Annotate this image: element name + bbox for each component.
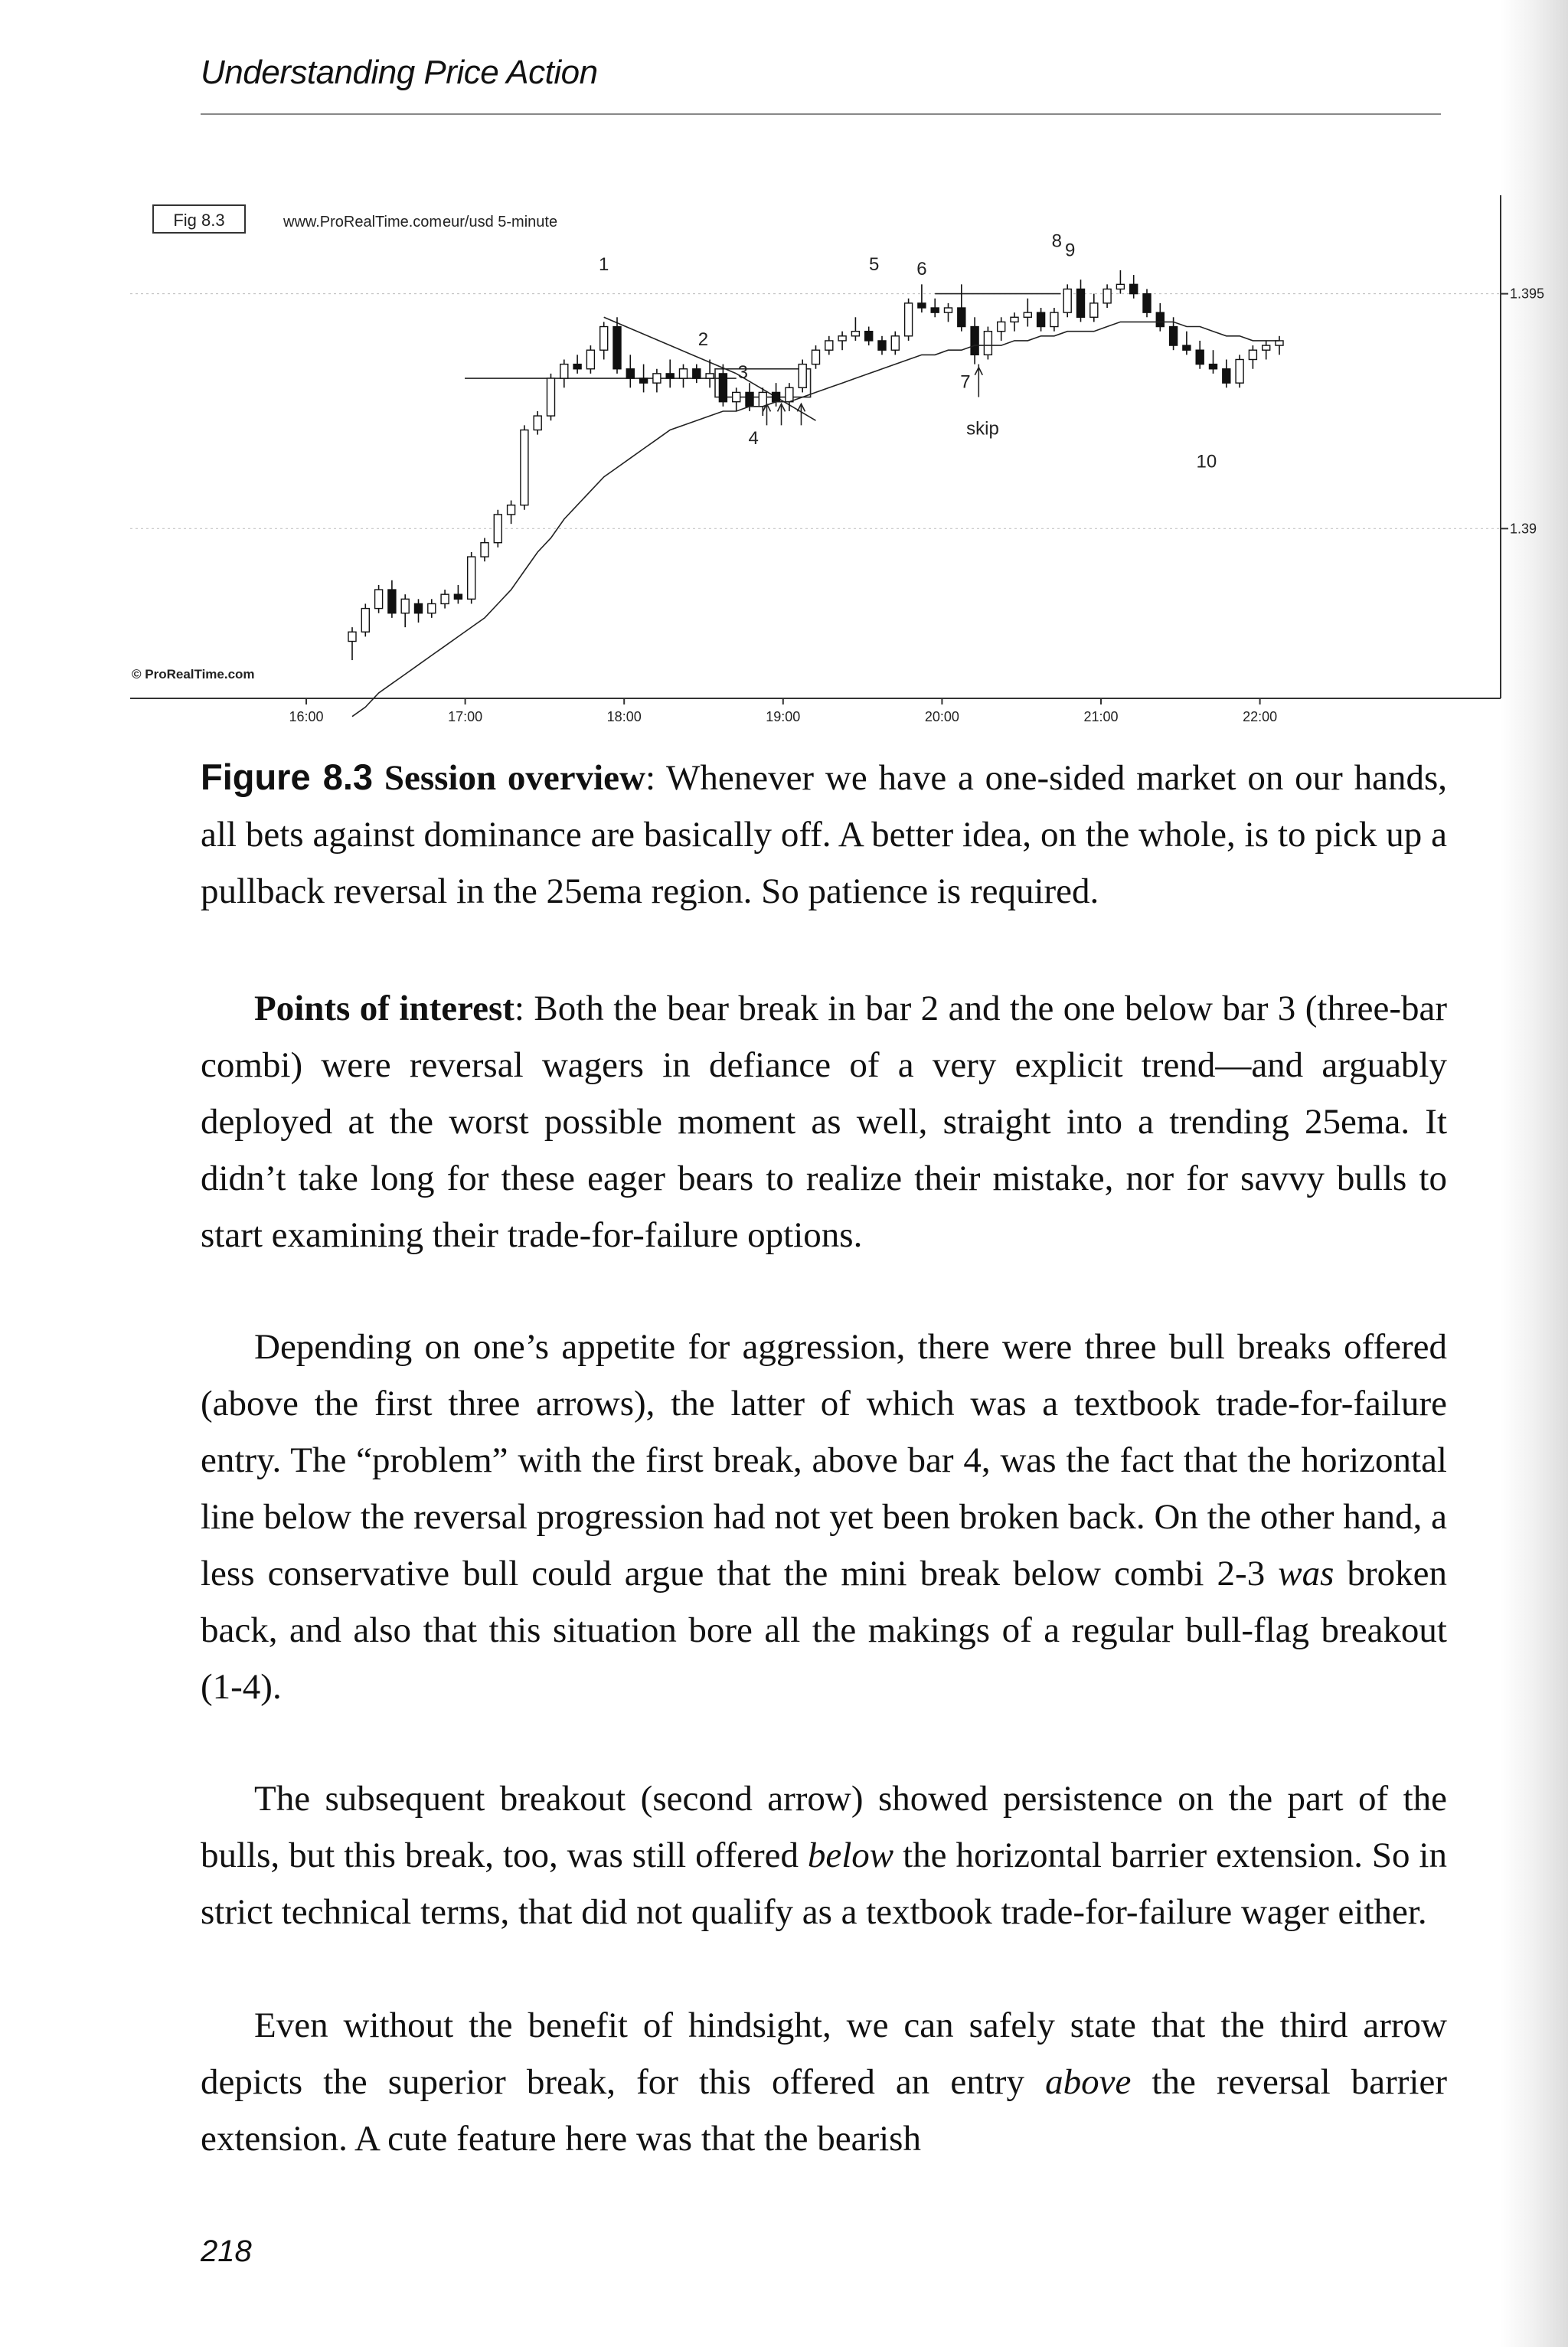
y-axis-ticks (1501, 286, 1544, 537)
candle-body (388, 590, 396, 613)
candle-body (1116, 284, 1124, 289)
candle (586, 345, 594, 374)
header-rule (201, 113, 1441, 115)
paragraph-1 (201, 980, 1447, 1263)
candle-body (560, 364, 568, 378)
running-head: Understanding Price Action (201, 54, 598, 91)
candle (680, 364, 688, 388)
candle-body (1249, 350, 1256, 359)
candle-body (586, 350, 594, 369)
candle-body (1223, 369, 1230, 383)
candle-body (600, 327, 608, 351)
candle (573, 355, 581, 374)
paragraph-1-lead: Points of interest (254, 989, 514, 1028)
candle (918, 284, 926, 312)
candle-body (1156, 312, 1164, 326)
candle-body (441, 594, 449, 603)
ema-line (352, 322, 1279, 716)
candle-body (998, 322, 1005, 331)
candle (375, 585, 383, 613)
candle-body (1183, 345, 1191, 350)
candle-body (891, 336, 899, 350)
paragraph-4-text-a: Even without the benefit of hindsight, we can safely state that the third arrow depicts the superior break, for this offered an entry (201, 2005, 1447, 2102)
annotation-9: 9 (1064, 240, 1076, 261)
x-tick-label-5: 21:00 (1083, 709, 1119, 724)
x-tick-label-3: 19:00 (766, 709, 801, 724)
candle-body (878, 341, 886, 350)
candle (481, 538, 488, 562)
candle (799, 359, 806, 392)
figure-label: Fig 8.3 (173, 211, 225, 230)
candle-body (838, 336, 846, 341)
candle-body (1011, 317, 1018, 322)
candle (984, 327, 991, 360)
candle (1050, 308, 1058, 332)
chart-instrument: eur/usd 5-minute (443, 214, 558, 230)
paragraph-2-text-a: Depending on one’s appetite for aggression, there were three bull breaks offered (above the first three arrows), the latter of which was a textbook trade-for-failure entry. The “problem” with the first break, above bar 4, was the fact that the horizontal line below the reversal progression had not yet been broken back. On the other hand, a less conservative bull could argue that the mini break below combi 2-3 (201, 1327, 1447, 1594)
candle (1236, 355, 1243, 387)
price-chart (130, 191, 1545, 727)
paragraph-3 (201, 1770, 1447, 1940)
annotation-7: 7 (960, 371, 971, 393)
candle-body (1170, 327, 1178, 346)
candle (865, 327, 873, 346)
annotation-10: 10 (1196, 451, 1217, 472)
candle-body (825, 341, 833, 350)
candle (547, 374, 555, 420)
candle-body (1024, 312, 1031, 317)
candle-body (1130, 284, 1138, 293)
candle (388, 580, 396, 618)
annotation-2: 2 (697, 329, 709, 351)
candle-body (428, 603, 436, 613)
candle (534, 411, 541, 435)
candle-body (759, 392, 766, 406)
candle (1011, 312, 1018, 332)
paragraph-2 (201, 1319, 1447, 1715)
candle-body (361, 609, 369, 633)
candle (1090, 294, 1098, 322)
candle (494, 510, 501, 548)
paragraph-1-text: : Both the bear break in bar 2 and the one below bar 3 (three-bar combi) were reversal wagers in defiance of a very explicit trend—and arguably deployed at the worst possible moment as well, straight into a trending 25ema. It didn’t take long for these eager bears to realize their mistake, nor for savvy bulls to start examining their trade-for-failure options. (201, 989, 1447, 1255)
y-tick-label-0: 1.395 (1510, 286, 1545, 302)
candle (971, 317, 978, 364)
candle-body (1196, 350, 1204, 364)
x-axis-ticks (289, 698, 1277, 724)
paragraph-2-emphasis: was (1278, 1554, 1334, 1594)
annotation-6: 6 (916, 259, 927, 280)
candle-body (680, 369, 688, 378)
figure-caption (201, 749, 1447, 920)
candle-body (719, 374, 727, 402)
candle-body (547, 378, 555, 416)
candle-body (1077, 289, 1085, 317)
candlesticks (348, 270, 1283, 660)
paragraph-3-emphasis: below (807, 1835, 894, 1875)
candle (958, 284, 965, 331)
candle (428, 599, 436, 618)
candle (1103, 284, 1111, 308)
candle-body (812, 350, 820, 364)
annotation-1: 1 (599, 253, 609, 275)
candle (613, 317, 621, 374)
candle-body (1037, 312, 1045, 326)
candle-body (1143, 294, 1151, 313)
candle (454, 585, 462, 604)
candle (825, 336, 833, 355)
annotation-8: 8 (1051, 230, 1063, 252)
chart-source: www.ProRealTime.com (283, 214, 443, 230)
candle-body (971, 327, 978, 355)
candle-body (508, 505, 515, 515)
candle (931, 299, 939, 318)
bar-annotations (599, 230, 1217, 472)
candle-body (1276, 341, 1283, 345)
candle (441, 590, 449, 609)
candle (348, 627, 356, 660)
candle-body (468, 557, 475, 599)
candle (600, 322, 608, 359)
paragraph-3-text-b: the horizontal barrier extension. So in strict technical terms, that did not qualify as a textbook trade-for-failure wager either. (201, 1835, 1447, 1932)
candle-body (799, 364, 806, 388)
candle-body (1103, 289, 1111, 302)
candle (361, 603, 369, 636)
x-tick-label-4: 20:00 (924, 709, 959, 724)
candle-body (534, 416, 541, 430)
candle (838, 332, 846, 351)
candle (401, 594, 409, 627)
candle-body (1090, 303, 1098, 317)
candle (1130, 275, 1138, 299)
candle (945, 303, 952, 322)
candle (640, 364, 648, 393)
page-number: 218 (201, 2234, 252, 2268)
candle (415, 599, 423, 623)
candle-body (693, 369, 701, 378)
candle-body (851, 332, 859, 336)
candle-body (481, 543, 488, 557)
annotation-5: 5 (868, 253, 880, 275)
candle (1156, 303, 1164, 332)
candle (1249, 345, 1256, 369)
candle (1024, 299, 1031, 327)
candle-body (454, 594, 462, 599)
candle (1223, 359, 1230, 387)
candle (560, 359, 568, 387)
x-tick-label-1: 17:00 (448, 709, 483, 724)
candle (521, 425, 528, 509)
candle-body (905, 303, 913, 336)
candle-body (773, 392, 780, 401)
candle-body (348, 632, 356, 641)
y-tick-label-1: 1.39 (1510, 521, 1537, 537)
candle-body (613, 327, 621, 369)
annotation-3: 3 (737, 362, 749, 384)
candle-body (1063, 289, 1071, 312)
candle (653, 369, 661, 393)
candle (468, 552, 475, 603)
candle-body (865, 332, 873, 341)
candle-body (626, 369, 634, 378)
candle (1183, 332, 1191, 355)
candle (1063, 284, 1071, 317)
candle-body (375, 590, 383, 609)
x-tick-label-0: 16:00 (289, 709, 324, 724)
candle-body (1210, 364, 1217, 369)
caption-text: : Whenever we have a one-sided market on our hands, all bets against dominance are basically off. A better idea, on the whole, is to pick up a pullback reversal in the 25ema region. So patience is required. (201, 758, 1448, 911)
candle-body (1236, 359, 1243, 383)
candle (1263, 341, 1270, 360)
candle (1276, 336, 1283, 355)
candle (626, 355, 634, 387)
candle-body (786, 387, 793, 401)
candle-body (746, 392, 753, 406)
candle (812, 345, 820, 369)
candle (851, 317, 859, 341)
candle-body (931, 308, 939, 312)
x-tick-label-6: 22:00 (1243, 709, 1278, 724)
paragraph-2-text-b: broken back, and also that this situation bore all the makings of a regular bull-flag breakout (1-4). (201, 1554, 1447, 1707)
grid-lines (130, 294, 1501, 529)
candle (693, 364, 701, 384)
paragraph-4-emphasis: above (1045, 2062, 1132, 2102)
paragraph-4 (201, 1997, 1447, 2167)
candle (891, 332, 899, 355)
candle-body (521, 430, 528, 505)
candle (1196, 341, 1204, 369)
candle-body (984, 332, 991, 355)
candle-body (958, 308, 965, 327)
caption-title: Session overview (384, 758, 645, 798)
candle (998, 317, 1005, 341)
x-tick-label-2: 18:00 (606, 709, 642, 724)
candle (1210, 350, 1217, 374)
candle-body (401, 599, 409, 613)
chart-watermark: © ProRealTime.com (132, 667, 255, 682)
candle (733, 387, 740, 411)
candle (1116, 270, 1124, 294)
candle-body (1050, 312, 1058, 326)
candle-body (1263, 345, 1270, 350)
candle-body (666, 374, 674, 378)
candle-body (415, 603, 423, 613)
candle (1143, 289, 1151, 317)
candle (878, 336, 886, 355)
candle (1077, 279, 1085, 322)
candle (666, 359, 674, 387)
candle-body (706, 374, 714, 378)
annotation-skip: skip (966, 418, 999, 440)
candle-body (918, 303, 926, 308)
candle-body (945, 308, 952, 312)
candle-body (653, 374, 661, 383)
paragraph-4-text-b: the reversal barrier extension. A cute feature here was that the bearish (201, 2062, 1448, 2159)
candle-body (640, 378, 648, 383)
candle-body (733, 392, 740, 401)
caption-label: Figure 8.3 (201, 757, 374, 797)
candle (508, 501, 515, 525)
candle (719, 364, 727, 407)
candle-body (573, 364, 581, 369)
annotation-4: 4 (748, 427, 759, 449)
candle (1037, 308, 1045, 332)
candle (759, 387, 766, 416)
candle (905, 299, 913, 341)
paragraph-3-text-a: The subsequent breakout (second arrow) showed persistence on the part of the bulls, but this break, too, was still offered (201, 1779, 1447, 1875)
candle-body (494, 515, 501, 543)
